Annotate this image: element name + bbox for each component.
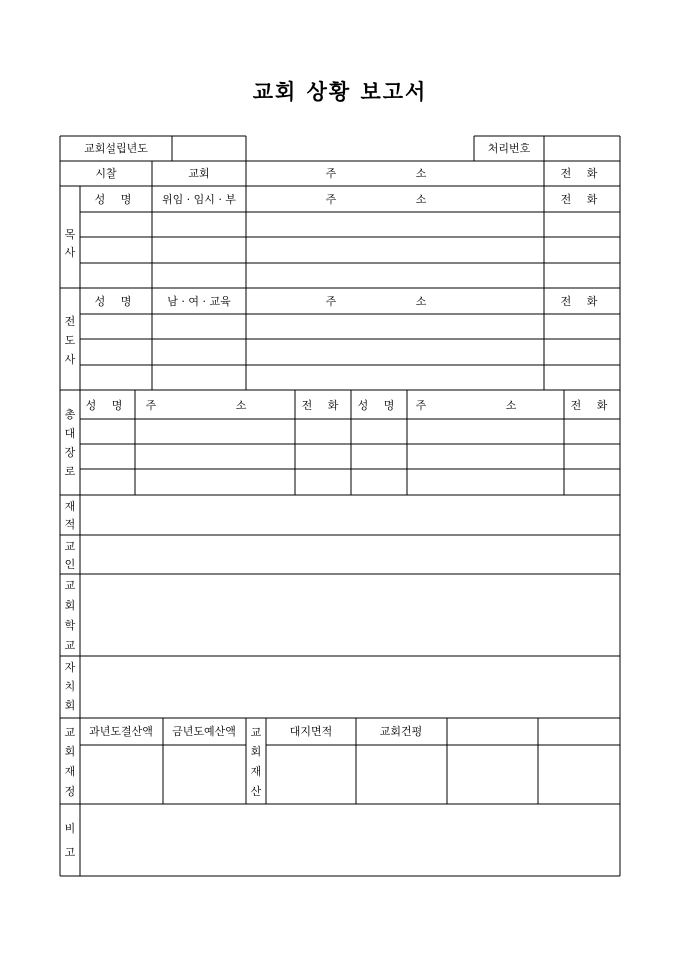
- evangelist-address-header: 주 소: [325, 295, 465, 308]
- members-label-2: 적: [64, 518, 76, 531]
- page-title: 교회 상황 보고서: [252, 79, 428, 104]
- finance-label-4: 정: [64, 785, 76, 798]
- assets-label-4: 산: [250, 785, 262, 798]
- elders-label-2: 대: [64, 427, 76, 440]
- address-header: 주 소: [325, 167, 465, 180]
- this-year-budget-header: 금년도예산액: [172, 725, 236, 738]
- baptized-label-1: 교: [64, 540, 76, 553]
- evangelist-label-3: 사: [64, 353, 76, 366]
- auxiliary-label-2: 치: [64, 680, 76, 693]
- elders-name-header-left: 성 명: [85, 399, 129, 412]
- evangelist-gender-header: 남 · 여 · 교육: [167, 295, 231, 308]
- school-label-3: 학: [64, 619, 76, 632]
- district-header: 시찰: [95, 167, 117, 180]
- pastor-label-1: 목: [64, 228, 76, 241]
- auxiliary-label-3: 회: [64, 699, 76, 712]
- processing-no-label: 처리번호: [487, 142, 531, 155]
- pastor-phone-header: 전 화: [560, 193, 604, 206]
- members-label-1: 재: [64, 500, 76, 513]
- church-header: 교회: [188, 167, 210, 180]
- baptized-label-2: 인: [64, 558, 76, 571]
- elders-name-header-right: 성 명: [357, 399, 401, 412]
- elders-label-4: 로: [64, 465, 76, 478]
- school-label-1: 교: [64, 579, 76, 592]
- pastor-status-header: 위임 · 임시 · 부: [161, 193, 237, 206]
- elders-phone-header-left: 전 화: [301, 399, 345, 412]
- assets-label-2: 회: [250, 745, 262, 758]
- elders-phone-header-right: 전 화: [570, 399, 614, 412]
- finance-label-2: 회: [64, 745, 76, 758]
- evangelist-label-1: 전: [64, 315, 76, 328]
- elders-label-1: 총: [64, 408, 76, 421]
- school-label-4: 교: [64, 639, 76, 652]
- pastor-name-header: 성 명: [94, 193, 138, 206]
- phone-header: 전 화: [560, 167, 604, 180]
- school-label-2: 회: [64, 599, 76, 612]
- pastor-address-header: 주 소: [325, 193, 465, 206]
- last-year-settlement-header: 과년도결산액: [89, 725, 153, 738]
- assets-label-1: 교: [250, 726, 262, 739]
- assets-label-3: 재: [250, 765, 262, 778]
- building-area-header: 교회건평: [379, 725, 423, 738]
- elders-address-header-left: 주 소: [145, 399, 285, 412]
- evangelist-name-header: 성 명: [94, 295, 138, 308]
- auxiliary-label-1: 자: [64, 661, 76, 674]
- evangelist-phone-header: 전 화: [560, 295, 604, 308]
- remarks-label-1: 비: [64, 822, 76, 835]
- elders-address-header-right: 주 소: [415, 399, 555, 412]
- land-area-header: 대지면적: [289, 725, 333, 738]
- remarks-label-2: 고: [64, 846, 76, 859]
- finance-label-3: 재: [64, 765, 76, 778]
- pastor-label-2: 사: [64, 246, 76, 259]
- elders-label-3: 장: [64, 446, 76, 459]
- finance-label-1: 교: [64, 726, 76, 739]
- founding-year-label: 교회설립년도: [84, 142, 148, 155]
- evangelist-label-2: 도: [64, 334, 76, 347]
